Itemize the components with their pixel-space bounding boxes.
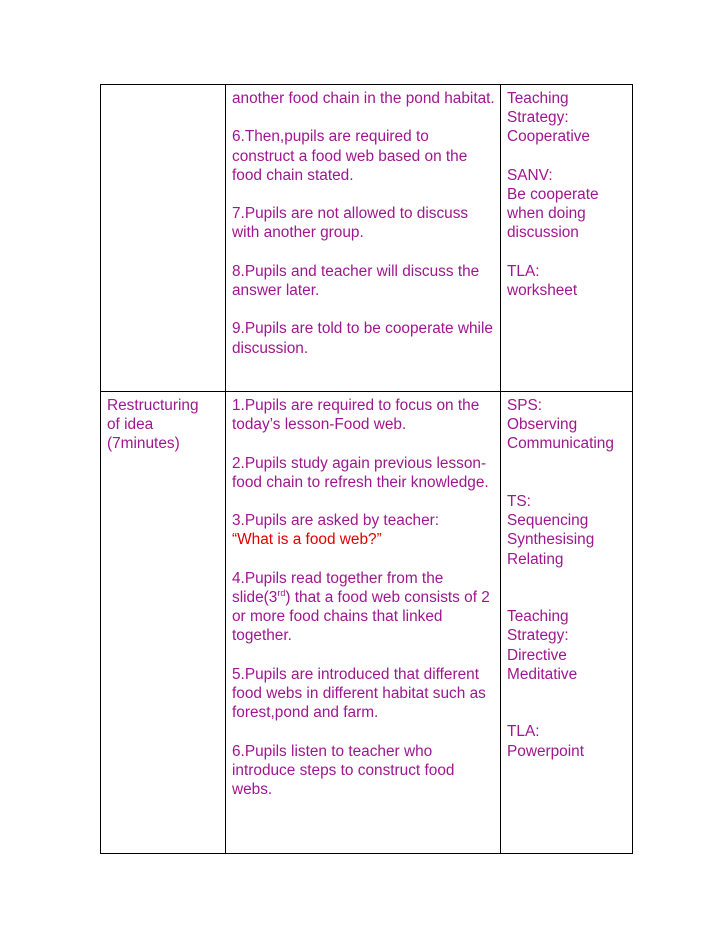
activity-step: 9.Pupils are told to be cooperate while discussion. [232, 320, 493, 357]
note-line: Synthesising [507, 531, 595, 549]
stage-line: (7minutes) [107, 435, 180, 453]
stage-cell [101, 392, 226, 854]
note-line: Strategy: [507, 109, 569, 127]
stage-line: of idea [107, 416, 154, 434]
note-line: TLA: [507, 723, 540, 741]
note-line: discussion [507, 224, 579, 242]
activity-step: 2.Pupils study again previous lesson-food chain to refresh their knowledge. [232, 454, 489, 491]
notes-cell [501, 392, 633, 854]
stage-cell [101, 85, 226, 392]
activity-step: another food chain in the pond habitat. [232, 90, 495, 107]
note-line: Meditative [507, 665, 578, 683]
note-line: Cooperative [507, 128, 590, 146]
activity-step-text: 4.Pupils read together from the slide(3 [232, 569, 444, 606]
note-line: Relating [507, 550, 564, 568]
note-line: worksheet [507, 282, 578, 299]
activity-step: 7.Pupils are not allowed to discuss with another group. [232, 205, 469, 242]
activity-step [232, 511, 495, 549]
activity-step: 6.Then,pupils are required to construct a food web based on the food chain stated. [232, 128, 468, 184]
note-line: Communicating [507, 435, 614, 453]
activities-cell [226, 85, 501, 392]
activity-step: 1.Pupils are required to focus on the today’s lesson-Food web. [232, 397, 480, 434]
note-line: Strategy: [507, 627, 569, 645]
activity-step [232, 569, 495, 646]
stage-line: Restructuring [107, 397, 199, 414]
activity-step-text: ) that a food web consists of 2 or more food chains that linked together. [232, 588, 490, 645]
note-line: SPS: [507, 397, 543, 414]
note-line: TS: [507, 492, 531, 510]
note-line: Sequencing [507, 512, 589, 530]
note-line: Teaching [507, 608, 569, 626]
note-line: SANV: [507, 166, 553, 184]
note-line: Observing [507, 416, 578, 434]
note-line: Be cooperate [507, 186, 599, 203]
activity-step: 6.Pupils listen to teacher who introduce steps to construct food webs. [232, 742, 455, 798]
activities-cell [226, 392, 501, 854]
note-line: TLA: [507, 262, 540, 280]
note-line: when doing [507, 205, 586, 223]
table-row [101, 85, 633, 392]
notes-cell [501, 85, 633, 392]
lesson-plan-table [100, 84, 633, 854]
teacher-question: “What is a food web?” [232, 531, 382, 549]
ordinal-suffix: rd [277, 587, 286, 598]
activity-step: 8.Pupils and teacher will discuss the answer later. [232, 262, 480, 299]
activity-step: 5.Pupils are introduced that different food webs in different habitat such as forest,pond and farm. [232, 665, 486, 722]
note-line: Powerpoint [507, 742, 584, 760]
activity-step-text: 3.Pupils are asked by teacher: [232, 512, 440, 530]
table-row [101, 392, 633, 854]
note-line: Directive [507, 646, 567, 664]
note-line: Teaching [507, 90, 569, 107]
